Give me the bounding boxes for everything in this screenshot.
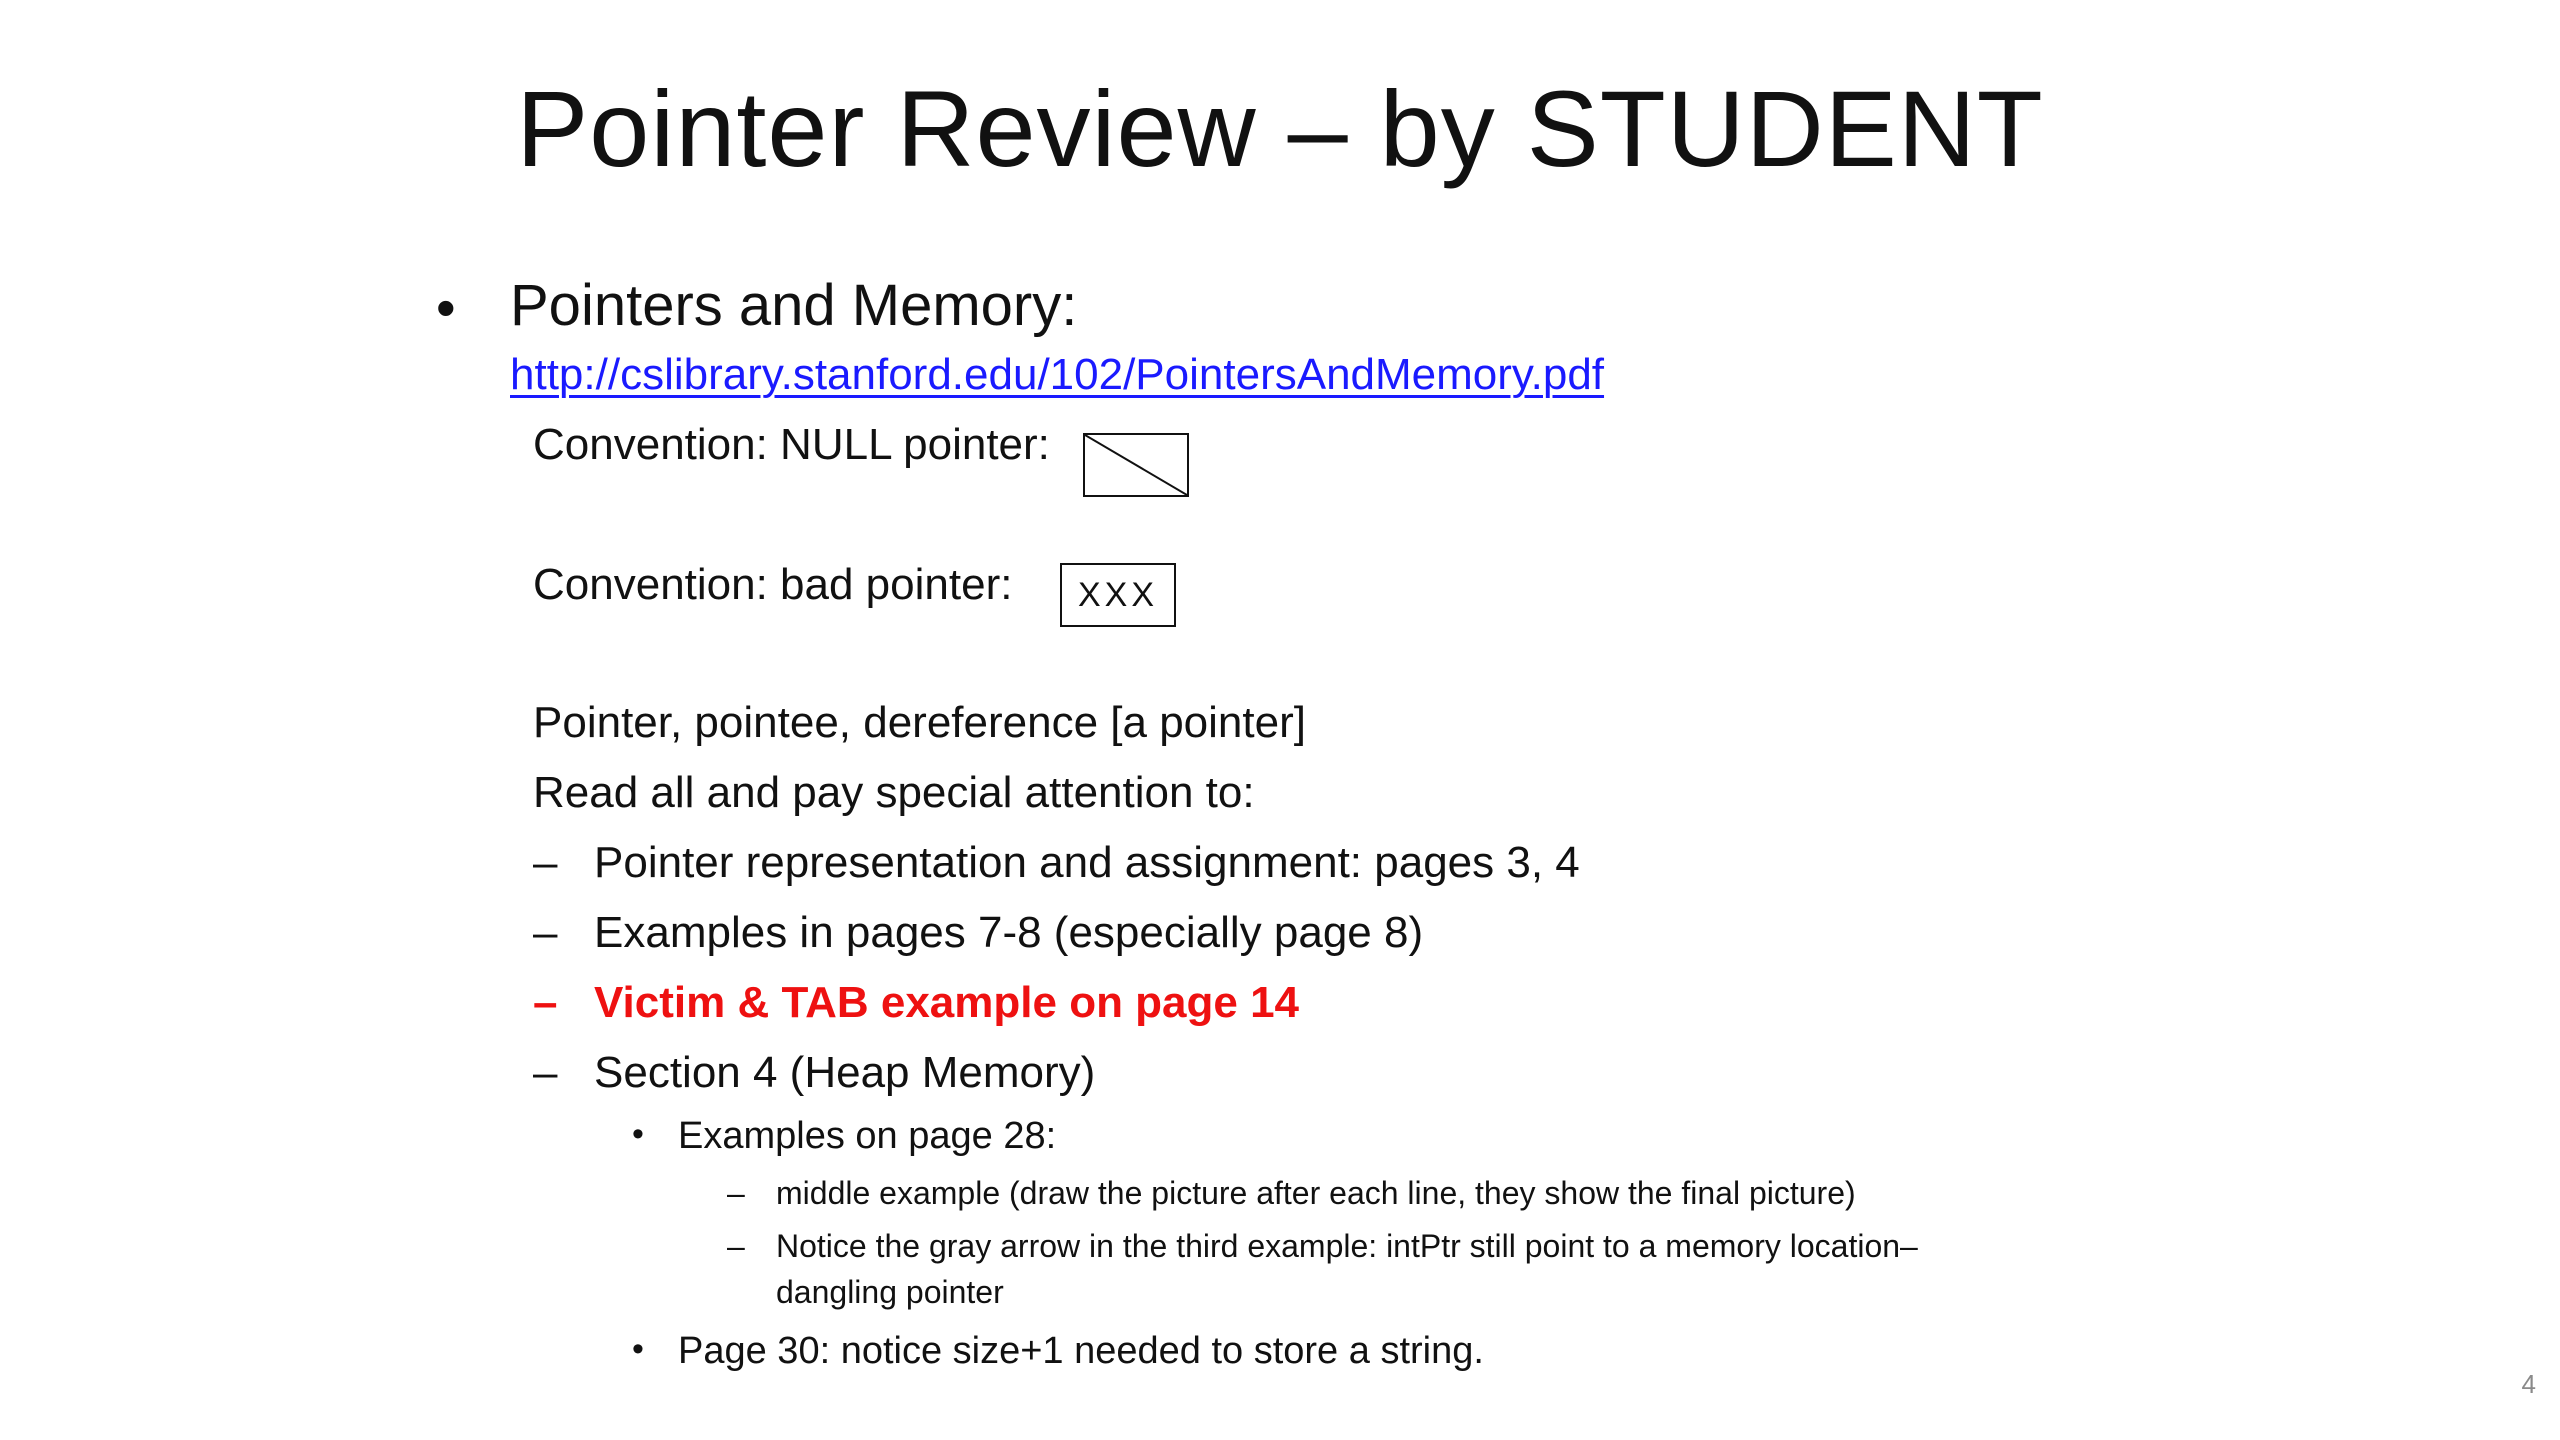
list-item-section-4: Section 4 (Heap Memory) (594, 1048, 1096, 1097)
dash-marker-highlight: – (533, 978, 558, 1027)
list-item-victim-tab: Victim & TAB example on page 14 (594, 978, 1300, 1027)
terms-line: Pointer, pointee, dereference [a pointer] (533, 698, 1306, 747)
bad-pointer-box: XXX (1060, 563, 1176, 627)
bullet-marker: • (632, 1330, 644, 1368)
convention-null-label: Convention: NULL pointer: (533, 420, 1050, 469)
dash-marker: – (533, 1048, 558, 1097)
null-pointer-box (1083, 433, 1189, 497)
list-item-representation: Pointer representation and assignment: pages 3, 4 (594, 838, 1580, 887)
sub-bullet-page-28: Examples on page 28: (678, 1115, 1057, 1157)
sub-dash-middle-example: middle example (draw the picture after each line, they show the final picture) (776, 1175, 1856, 1211)
list-item-examples: Examples in pages 7-8 (especially page 8) (594, 908, 1424, 957)
dash-marker: – (727, 1228, 745, 1264)
dash-marker: – (727, 1175, 745, 1211)
null-pointer-diagonal-icon (1085, 435, 1187, 495)
dash-marker: – (533, 838, 558, 887)
slide-page-number: 4 (2521, 1369, 2536, 1399)
convention-bad-label: Convention: bad pointer: (533, 560, 1013, 609)
sub-dash-gray-arrow-continued: dangling pointer (776, 1274, 1004, 1310)
bullet-marker: • (632, 1115, 644, 1153)
pointers-memory-link[interactable]: http://cslibrary.stanford.edu/102/PointersAndMemory.pdf (510, 350, 1605, 399)
bullet-marker: • (436, 276, 456, 339)
slide-title: Pointer Review – by STUDENT (516, 68, 2044, 189)
dash-marker: – (533, 908, 558, 957)
sub-bullet-page-30: Page 30: notice size+1 needed to store a string. (678, 1330, 1484, 1372)
heading-pointers-and-memory: Pointers and Memory: (510, 273, 1078, 338)
read-line: Read all and pay special attention to: (533, 768, 1255, 817)
sub-dash-gray-arrow: Notice the gray arrow in the third example: intPtr still point to a memory location– (776, 1228, 1918, 1264)
